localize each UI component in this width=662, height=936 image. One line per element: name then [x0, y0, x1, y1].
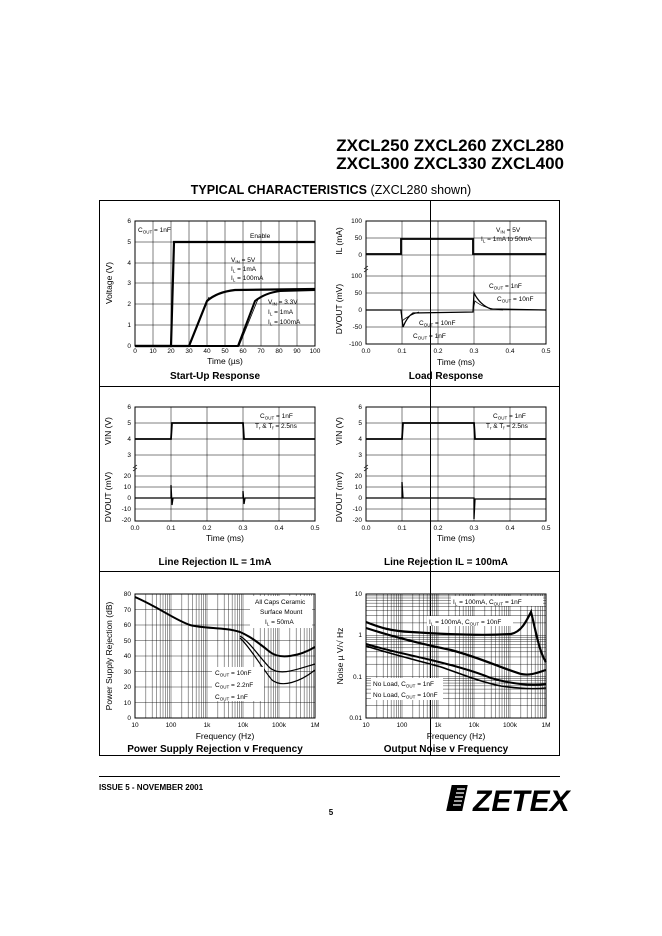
- noise-graph: [331, 572, 561, 757]
- svg-text:10: 10: [123, 484, 131, 491]
- panel-noise: [331, 572, 561, 757]
- psr-graph: [100, 572, 330, 757]
- svg-text:VIN = 3.3V: $V_{IN} = 3.3V$: [268, 299, 298, 307]
- svg-text:20: 20: [167, 348, 175, 355]
- svg-text:0.2: 0.2: [433, 348, 443, 355]
- svg-text:COUT = 1nF: $C_{OUT} = 1nF$: [413, 333, 446, 341]
- svg-text:0: 0: [127, 495, 131, 502]
- svg-text:4: 4: [358, 436, 362, 443]
- svg-text:1k: 1k: [434, 722, 442, 729]
- svg-text:100k: 100k: [502, 722, 518, 729]
- svg-text:10: 10: [123, 700, 131, 707]
- line1-ylabel-bottom: DVOUT (mV): [103, 471, 113, 523]
- svg-text:0.2: 0.2: [202, 525, 212, 532]
- line1-graph: [100, 387, 330, 572]
- svg-text:Tr & Tf = 2.5ns: $T_r$ & $T_f = 2.5ns$: [255, 423, 297, 431]
- svg-text:30: 30: [185, 348, 193, 355]
- svg-text:IL = 50mA: $I_L = 50mA$: [265, 619, 294, 627]
- title-line-2: ZXCL300 ZXCL330 ZXCL400: [336, 154, 564, 173]
- svg-text:0: 0: [127, 715, 131, 722]
- svg-text:60: 60: [123, 622, 131, 629]
- startup-ylabel: Voltage (V): [104, 261, 114, 305]
- svg-text:10: 10: [131, 722, 139, 729]
- svg-text:2: 2: [127, 301, 131, 308]
- svg-text:-20: -20: [352, 517, 362, 524]
- svg-text:Surface Mount: Surface Mount: [260, 609, 303, 616]
- svg-text:50: 50: [354, 235, 362, 242]
- svg-text:4: 4: [127, 436, 131, 443]
- svg-text:IL = 100mA, COUT = 1nF: $I_L = 100mA$, $C_{OUT} = 1nF$: [453, 599, 522, 607]
- svg-text:IL = 1mA: $I_L = 1mA$: [231, 266, 257, 274]
- load-caption: Load Response: [408, 371, 484, 382]
- startup-caption: Start-Up Response: [169, 371, 260, 382]
- svg-text:5: 5: [358, 420, 362, 427]
- svg-text:No Load, COUT = 10nF: No Load, $C_{OUT} = 10nF$: [373, 692, 438, 700]
- svg-text:1: 1: [358, 632, 362, 639]
- footer-rule: [99, 776, 560, 777]
- noise-xlabel: Frequency (Hz): [426, 731, 486, 741]
- svg-text:30: 30: [123, 669, 131, 676]
- issue-label: ISSUE 5 - NOVEMBER 2001: [99, 783, 204, 792]
- line1-caption: Line Rejection IL = 1mA: [158, 557, 272, 568]
- svg-text:70: 70: [123, 607, 131, 614]
- svg-text:10k: 10k: [468, 722, 480, 729]
- svg-text:COUT = 10nF: $C_{OUT} = 10nF$: [215, 670, 252, 678]
- svg-text:100: 100: [396, 722, 408, 729]
- panel-line-100ma: [331, 387, 561, 572]
- svg-text:5: 5: [127, 239, 131, 246]
- svg-text:COUT = 10nF: $C_{OUT} = 10nF$: [419, 320, 456, 328]
- svg-text:0.4: 0.4: [505, 525, 515, 532]
- svg-text:20: 20: [354, 473, 362, 480]
- svg-text:80: 80: [123, 591, 131, 598]
- svg-text:20: 20: [123, 684, 131, 691]
- svg-text:IL = 100mA: $I_L = 100mA$: [231, 275, 264, 283]
- startup-xlabel: Time (µs): [207, 356, 243, 366]
- svg-text:100: 100: [351, 273, 362, 280]
- svg-text:0.2: 0.2: [433, 525, 443, 532]
- line2-caption: Line Rejection IL = 100mA: [383, 557, 509, 568]
- svg-text:-20: -20: [121, 517, 131, 524]
- svg-text:6: 6: [127, 218, 131, 225]
- svg-text:0.0: 0.0: [361, 348, 371, 355]
- svg-text:6: 6: [358, 404, 362, 411]
- svg-text:10: 10: [354, 591, 362, 598]
- line2-ylabel-bottom: DVOUT (mV): [334, 471, 344, 523]
- svg-text:IL = 1mA: $I_L = 1mA$: [268, 309, 294, 317]
- psr-ylabel: Power Supply Rejection (dB): [104, 601, 114, 711]
- svg-text:COUT = 1nF: $C_{OUT} = 1nF$: [493, 413, 526, 421]
- svg-text:40: 40: [203, 348, 211, 355]
- svg-text:0: 0: [358, 307, 362, 314]
- svg-text:COUT = 2.2nF: $C_{OUT} = 2.2nF$: [215, 682, 254, 690]
- svg-text:IL = 1mA to 50mA: $I_L = 1mA$ to 50mA: [481, 236, 532, 244]
- noise-caption: Output Noise v Frequency: [383, 744, 509, 755]
- svg-text:100: 100: [165, 722, 177, 729]
- svg-text:IL = 100mA: $I_L = 100mA$: [268, 319, 301, 327]
- svg-text:0.4: 0.4: [505, 348, 515, 355]
- svg-text:-100: -100: [348, 341, 362, 348]
- svg-text:0.3: 0.3: [469, 348, 479, 355]
- svg-text:40: 40: [123, 653, 131, 660]
- section-heading-note: (ZXCL280 shown): [366, 183, 472, 197]
- svg-text:20: 20: [123, 473, 131, 480]
- svg-text:Enable: Enable: [250, 233, 271, 240]
- panel-line-1ma: [100, 387, 330, 572]
- svg-text:0.5: 0.5: [541, 348, 551, 355]
- line1-ylabel-top: VIN (V): [103, 417, 113, 445]
- svg-text:-10: -10: [121, 506, 131, 513]
- svg-text:10: 10: [354, 484, 362, 491]
- svg-text:0: 0: [358, 495, 362, 502]
- svg-text:VIN = 5V: $V_{IN} = 5V$: [496, 227, 521, 235]
- svg-text:0.1: 0.1: [166, 525, 176, 532]
- svg-text:0.3: 0.3: [238, 525, 248, 532]
- line2-graph: [331, 387, 561, 572]
- svg-text:0.5: 0.5: [310, 525, 320, 532]
- svg-text:0.01: 0.01: [349, 715, 362, 722]
- svg-text:60: 60: [239, 348, 247, 355]
- panel-psr: [100, 572, 330, 757]
- svg-text:0.1: 0.1: [397, 525, 407, 532]
- svg-text:No Load, COUT = 1nF: No Load, $C_{OUT} = 1nF$: [373, 681, 434, 689]
- svg-text:80: 80: [275, 348, 283, 355]
- svg-text:0.5: 0.5: [541, 525, 551, 532]
- line1-xlabel: Time (ms): [206, 533, 244, 543]
- svg-text:0.4: 0.4: [274, 525, 284, 532]
- svg-text:0.1: 0.1: [397, 348, 407, 355]
- psr-xlabel: Frequency (Hz): [195, 731, 255, 741]
- svg-text:50: 50: [221, 348, 229, 355]
- svg-text:3: 3: [358, 452, 362, 459]
- svg-text:0: 0: [127, 343, 131, 350]
- svg-text:3: 3: [127, 280, 131, 287]
- svg-text:0.0: 0.0: [361, 525, 371, 532]
- svg-text:VIN = 5V: $V_{IN} = 5V$: [231, 257, 256, 265]
- svg-text:COUT = 10nF: $C_{OUT} = 10nF$: [497, 296, 534, 304]
- svg-text:0.0: 0.0: [130, 525, 140, 532]
- title-line-1: ZXCL250 ZXCL260 ZXCL280: [336, 136, 564, 155]
- svg-text:COUT = 1nF: $C_{OUT} = 1nF$: [138, 227, 171, 235]
- svg-text:90: 90: [293, 348, 301, 355]
- svg-text:0.1: 0.1: [352, 674, 362, 681]
- svg-text:All Caps Ceramic: All Caps Ceramic: [255, 599, 306, 606]
- svg-text:IL = 100mA, COUT = 10nF: $I_L = 100mA$, $C_{OUT} = 10nF$: [429, 619, 502, 627]
- svg-text:1k: 1k: [203, 722, 211, 729]
- characteristics-grid: [99, 200, 560, 756]
- svg-text:1M: 1M: [541, 722, 551, 729]
- svg-text:70: 70: [257, 348, 265, 355]
- load-ylabel-bottom: DVOUT (mV): [334, 283, 344, 335]
- svg-text:3: 3: [127, 452, 131, 459]
- svg-text:100: 100: [309, 348, 321, 355]
- svg-text:50: 50: [354, 290, 362, 297]
- line2-xlabel: Time (ms): [437, 533, 475, 543]
- load-graph: [331, 201, 561, 386]
- svg-text:-50: -50: [352, 324, 362, 331]
- svg-text:Tr & Tf = 2.5ns: $T_r$ & $T_f = 2.5ns$: [486, 423, 528, 431]
- svg-text:0: 0: [133, 348, 137, 355]
- section-heading-bold: TYPICAL CHARACTERISTICS: [190, 183, 367, 197]
- svg-text:COUT = 1nF: $C_{OUT} = 1nF$: [215, 694, 248, 702]
- section-heading: [0, 183, 662, 197]
- psr-caption: Power Supply Rejection v Frequency: [127, 744, 303, 755]
- svg-text:0: 0: [358, 252, 362, 259]
- svg-text:10k: 10k: [237, 722, 249, 729]
- line1-vout-trace: [135, 485, 315, 505]
- svg-text:5: 5: [127, 420, 131, 427]
- logo-text: ZETEX: [473, 785, 570, 818]
- svg-text:-10: -10: [352, 506, 362, 513]
- svg-text:4: 4: [127, 260, 131, 267]
- startup-graph: [100, 201, 330, 386]
- svg-text:50: 50: [123, 638, 131, 645]
- page-number: 5: [328, 808, 334, 817]
- svg-text:100k: 100k: [271, 722, 287, 729]
- svg-text:COUT = 1nF: $C_{OUT} = 1nF$: [489, 283, 522, 291]
- svg-text:100: 100: [351, 218, 362, 225]
- noise-ylabel: Noise µ V/√ Hz: [335, 627, 345, 685]
- line2-ylabel-top: VIN (V): [334, 417, 344, 445]
- panel-startup: [100, 201, 330, 386]
- svg-text:COUT = 1nF: $C_{OUT} = 1nF$: [260, 413, 293, 421]
- svg-text:10: 10: [149, 348, 157, 355]
- panel-load: [331, 201, 561, 386]
- svg-text:6: 6: [127, 404, 131, 411]
- svg-text:1: 1: [127, 322, 131, 329]
- load-xlabel: Time (ms): [437, 357, 475, 367]
- svg-text:1M: 1M: [310, 722, 320, 729]
- svg-text:10: 10: [362, 722, 370, 729]
- load-ylabel-top: IL (mA): [334, 227, 344, 255]
- line2-vout-trace: [366, 482, 546, 519]
- svg-text:0.3: 0.3: [469, 525, 479, 532]
